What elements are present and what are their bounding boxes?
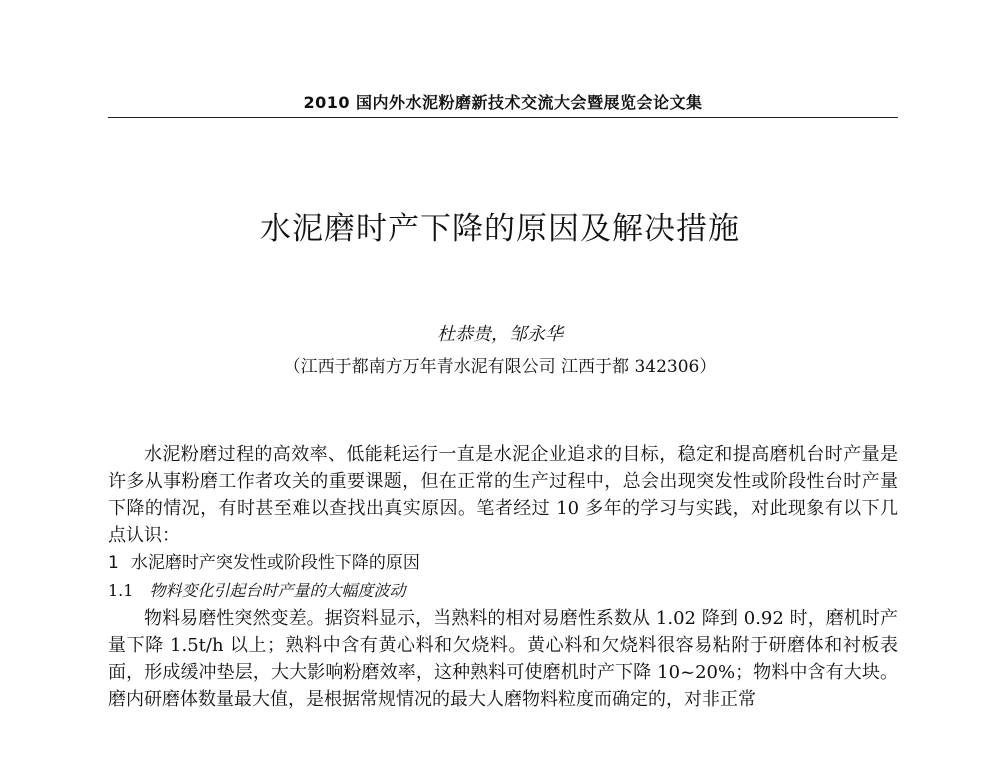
subsection-number: 1.1: [108, 581, 134, 600]
section-heading-1: [108, 549, 898, 577]
running-head: 2010 国内外水泥粉磨新技术交流大会暨展览会论文集: [303, 93, 703, 112]
body-text: [108, 441, 898, 713]
intro-paragraph: 水泥粉磨过程的高效率、低能耗运行一直是水泥企业追求的目标，稳定和提高磨机台时产量是许多从事粉磨工作者攻关的重要课题，但在正常的生产过程中，总会出现突发性或阶段性台时产量下降的情况，有时甚至难以查找出真实原因。笔者经过 10 多年的学习与实践，对此现象有以下几点认识：: [108, 444, 898, 546]
paper-title: 水泥磨时产下降的原因及解决措施: [260, 211, 740, 247]
authors: 杜恭贵，邹永华: [437, 324, 563, 345]
section-number: 1: [108, 553, 119, 573]
subsection-title: 物料变化引起台时产量的大幅度波动: [149, 581, 406, 600]
affiliation: （江西于都南方万年青水泥有限公司 江西于都 342306）: [283, 357, 717, 377]
section-title: 水泥磨时产突发性或阶段性下降的原因: [130, 553, 420, 573]
header-rule: [108, 117, 898, 118]
subsection-heading-1-1: [108, 577, 898, 605]
paragraph-1-1: 物料易磨性突然变差。据资料显示，当熟料的相对易磨性系数从 1.02 降到 0.92 时，磨机时产量下降 1.5t/h 以上；熟料中含有黄心料和欠烧料。黄心料和欠烧料很容易粘附于研磨体和衬板表面，形成缓冲垫层，大大影响粉磨效率，这种熟料可使磨机时产下降 10~20%；物料中含有大块。磨内研磨体数量最大值，是根据常规情况的最大人磨物料粒度而确定的，对非正常: [108, 608, 898, 710]
